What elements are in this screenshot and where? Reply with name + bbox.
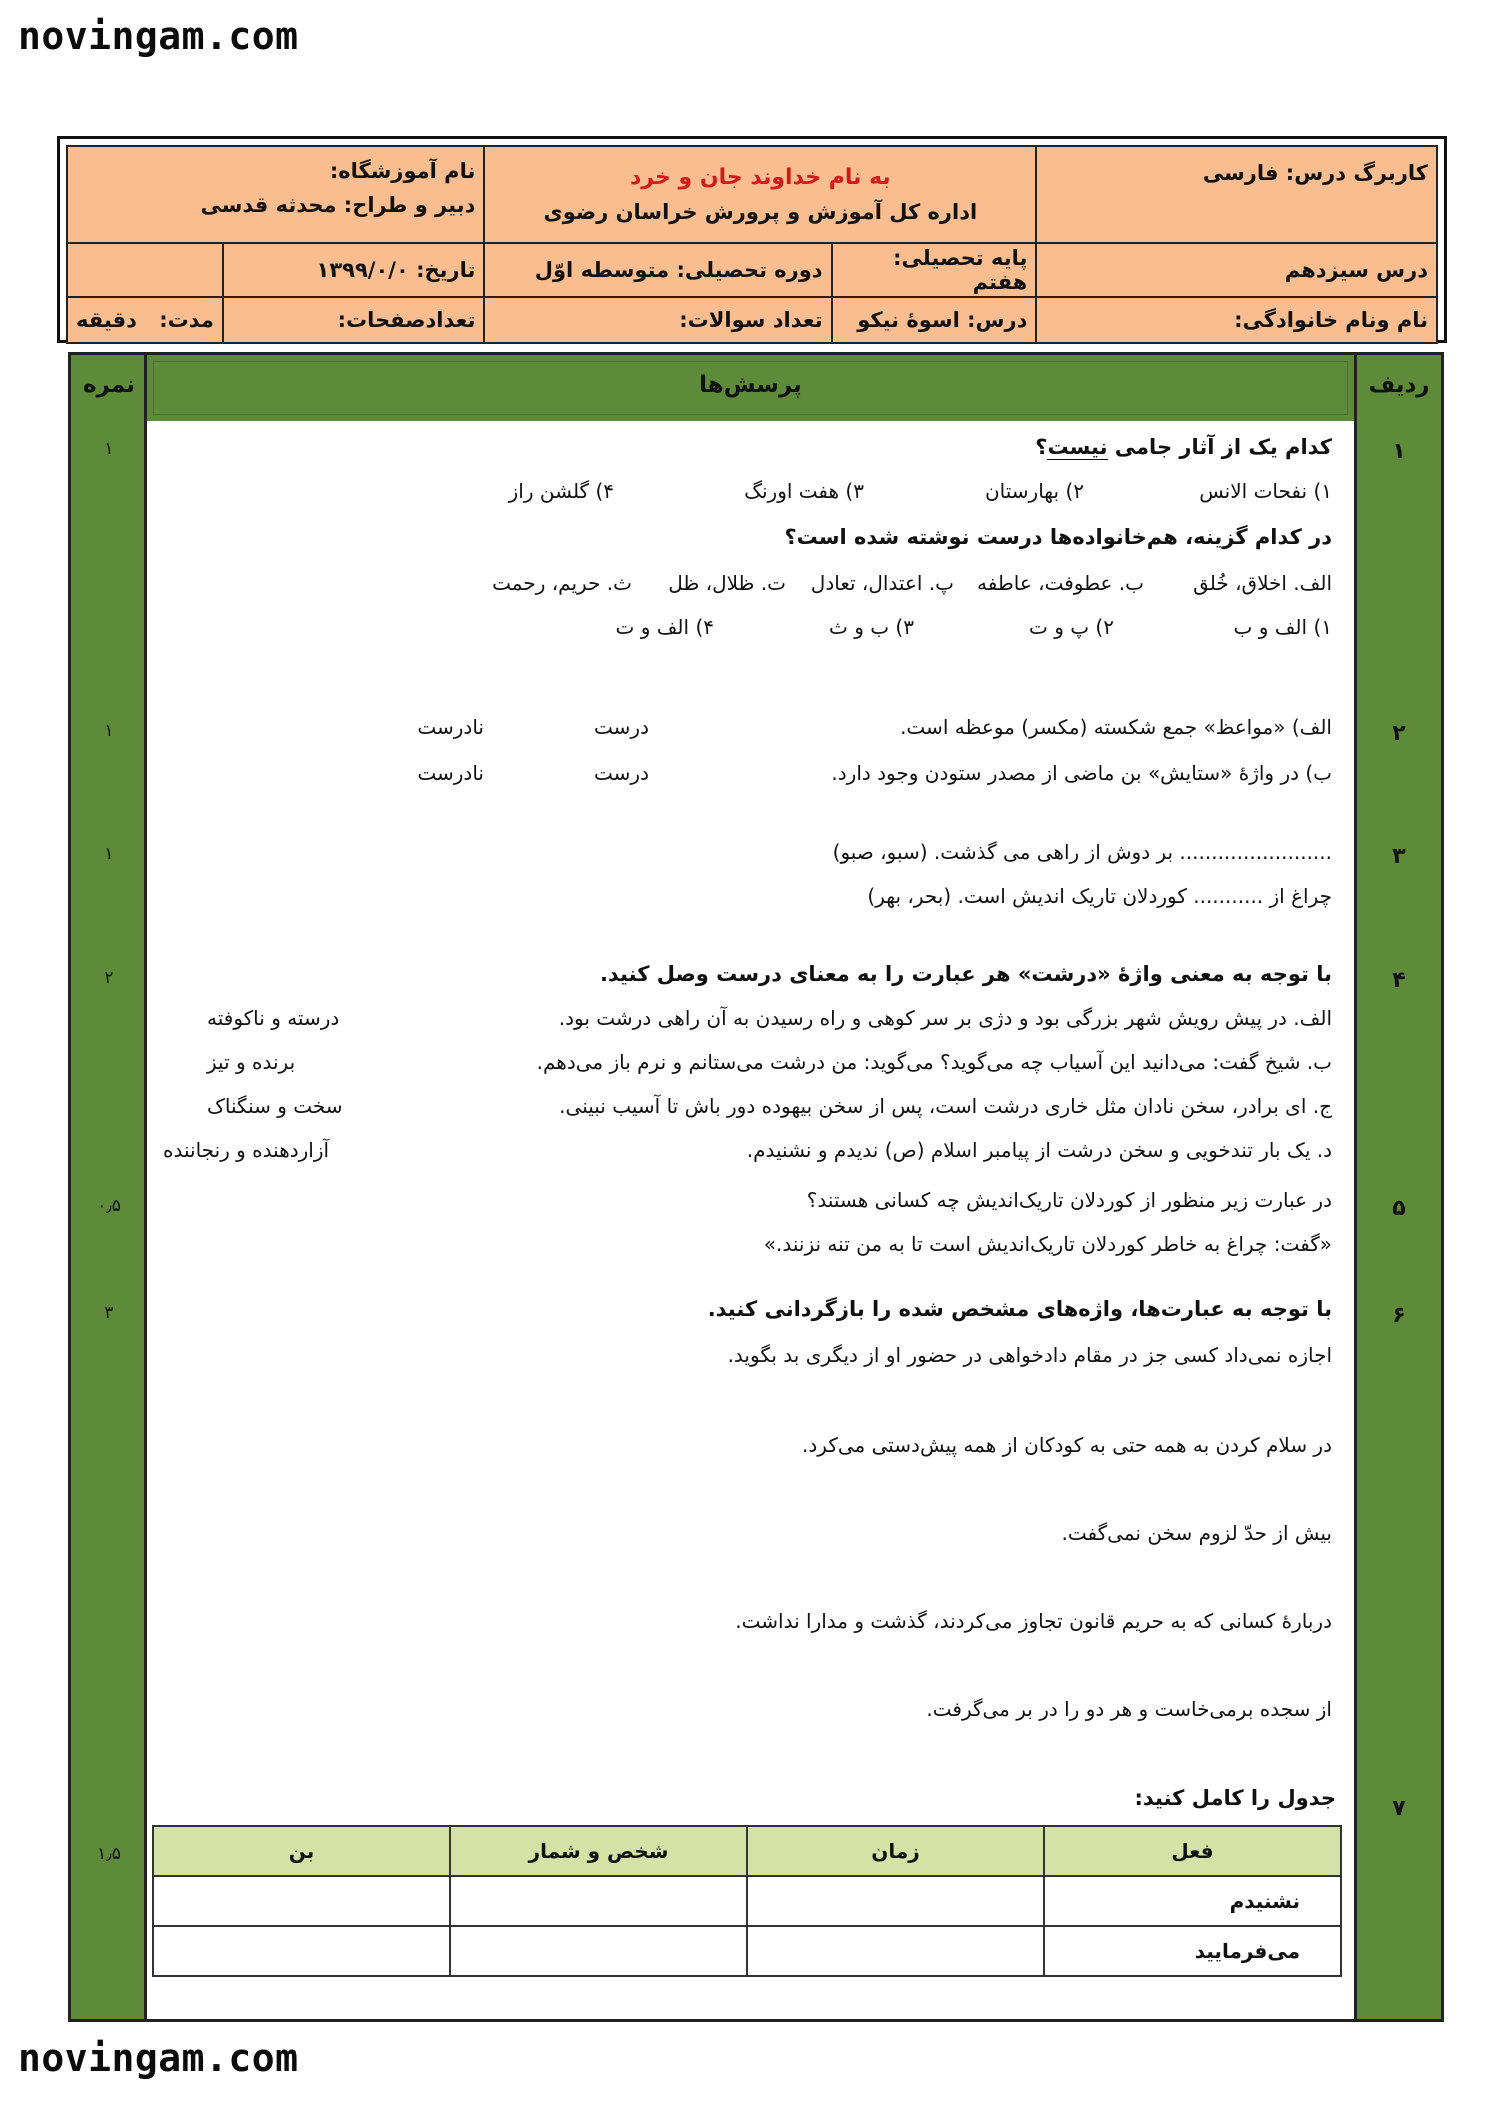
verb-table — [152, 1825, 1342, 1977]
q7-title: جدول را کامل کنید: — [1134, 1786, 1336, 1810]
course-sheet: کاربرگ درس: فارسی — [1036, 146, 1437, 243]
empty-cell — [67, 243, 223, 297]
true-option[interactable]: درست — [594, 715, 649, 739]
person-column-header: شخص و شمار — [450, 1826, 747, 1876]
row-number: ۴ — [1392, 968, 1406, 993]
row-score: ۳ — [104, 1303, 114, 1323]
q4-item: د. یک بار تندخویی و سخن درشت از پیامبر اسلام (ص) ندیدم و نشنیدم. — [746, 1138, 1332, 1162]
true-option[interactable]: درست — [594, 761, 649, 785]
grade: پایه تحصیلی: هفتم — [832, 243, 1037, 297]
row-number: ۶ — [1392, 1303, 1406, 1328]
row-number: ۳ — [1392, 844, 1406, 869]
q1b-group: الف. اخلاق، خُلق — [1193, 571, 1332, 595]
tense-column-header: زمان — [747, 1826, 1044, 1876]
page-count: تعدادصفحات: — [223, 297, 485, 343]
q1-option[interactable]: ۳) هفت اورنگ — [744, 479, 864, 503]
question-count: تعداد سوالات: — [484, 297, 831, 343]
person-cell[interactable] — [450, 1876, 747, 1926]
watermark-bottom: novingam.com — [18, 2036, 299, 2080]
q2-statement-a: الف) «مواعظ» جمع شکسته (مکسر) موعظه است. — [900, 715, 1332, 739]
row-score: ۱ — [104, 721, 114, 741]
verb-cell: نشنیدم — [1044, 1876, 1341, 1926]
row-score: ۲ — [104, 968, 114, 988]
watermark-top: novingam.com — [18, 14, 299, 58]
question-row-5 — [71, 1178, 1441, 1288]
false-option[interactable]: نادرست — [417, 761, 484, 785]
q1b-group: ب. عطوفت، عاطفه — [976, 571, 1144, 595]
tense-cell[interactable] — [747, 1926, 1044, 1976]
q1b-option[interactable]: ۳) ب و ث — [829, 615, 914, 639]
q4-meaning[interactable]: درسته و ناکوفته — [207, 1006, 340, 1030]
duration: مدت: دقیقه — [67, 297, 223, 343]
question-row-6 — [71, 1285, 1441, 1781]
q6-sentence: اجازه نمی‌داد کسی جز در مقام دادخواهی در حضور او از دیگری بد بگوید. — [727, 1343, 1332, 1367]
q6-sentence: در سلام کردن به همه حتی به کودکان از همه پیش‌دستی می‌کرد. — [802, 1433, 1332, 1457]
exam-header — [57, 136, 1447, 343]
row-number: ۷ — [1392, 1796, 1406, 1821]
question-row-1 — [71, 421, 1441, 706]
table-row — [153, 1876, 1341, 1926]
q6-sentence: دربارهٔ کسانی که به حریم قانون تجاوز می‌کردند، گذشت و مدارا نداشت. — [735, 1609, 1332, 1633]
teacher-name: دبیر و طراح: محدثه قدسی — [200, 193, 476, 217]
header-center — [484, 146, 1036, 243]
q1b-option[interactable]: ۲) پ و ت — [1029, 615, 1114, 639]
subject: درس: اسوهٔ نیکو — [832, 297, 1037, 343]
lesson-number: درس سیزدهم — [1036, 243, 1437, 297]
row-number: ۱ — [1392, 439, 1406, 464]
q5-question: در عبارت زیر منظور از کوردلان تاریک‌اندیش چه کسانی هستند؟ — [806, 1188, 1332, 1212]
verb-column-header: فعل — [1044, 1826, 1341, 1876]
verb-cell: می‌فرمایید — [1044, 1926, 1341, 1976]
q2-statement-b: ب) در واژهٔ «ستایش» بن ماضی از مصدر ستودن وجود دارد. — [831, 761, 1332, 785]
q4-item: ب. شیخ گفت: می‌دانید این آسیاب چه می‌گوید؟ می‌گوید: من درشت می‌ستانم و نرم باز می‌دهم. — [536, 1050, 1332, 1074]
row-score: ۰٫۵ — [97, 1196, 121, 1216]
tense-cell[interactable] — [747, 1876, 1044, 1926]
question-row-7 — [71, 1778, 1441, 2019]
period: دوره تحصیلی: متوسطه اوّل — [484, 243, 831, 297]
school-info — [67, 146, 484, 243]
stem-cell[interactable] — [153, 1876, 450, 1926]
questions-header: پرسش‌ها — [699, 372, 802, 398]
q6-sentence: از سجده برمی‌خاست و هر دو را در بر می‌گرفت. — [926, 1697, 1332, 1721]
q4-meaning[interactable]: سخت و سنگناک — [207, 1094, 343, 1118]
bismillah: به نام خداوند جان و خرد — [630, 165, 891, 190]
stem-column-header: بن — [153, 1826, 450, 1876]
question-row-2 — [71, 703, 1441, 829]
q1b-title: در کدام گزینه، هم‌خانواده‌ها درست نوشته شده است؟ — [784, 525, 1332, 549]
q6-title: با توجه به عبارت‌ها، واژه‌های مشخص شده را بازگردانی کنید. — [707, 1297, 1332, 1321]
row-header: ردیف — [1368, 372, 1430, 398]
office-name: اداره کل آموزش و پرورش خراسان رضوی — [543, 200, 978, 224]
row-score: ۱ — [104, 844, 114, 864]
q4-item: الف. در پیش رویش شهر بزرگی بود و دژی بر سر کوهی و راه رسیدن به آن راهی درشت بود. — [558, 1006, 1332, 1030]
false-option[interactable]: نادرست — [417, 715, 484, 739]
exam-date: تاریخ: ۱۳۹۹/۰/۰ — [223, 243, 485, 297]
student-name-field[interactable]: نام ونام خانوادگی: — [1036, 297, 1437, 343]
row-number: ۲ — [1392, 721, 1406, 746]
question-table — [68, 352, 1444, 2022]
q6-sentence: بیش از حدّ لزوم سخن نمی‌گفت. — [1061, 1521, 1332, 1545]
score-header: نمره — [83, 372, 135, 398]
q1-option[interactable]: ۴) گلشن راز — [508, 479, 614, 503]
q1b-group: پ. اعتدال، تعادل — [810, 571, 954, 595]
q1b-option[interactable]: ۴) الف و ت — [615, 615, 714, 639]
q1-option[interactable]: ۱) نفحات الانس — [1199, 479, 1332, 503]
q1b-group: ث. حریم، رحمت — [492, 571, 632, 595]
question-row-4 — [71, 950, 1441, 1181]
q5-quote: «گفت: چراغ به خاطر کوردلان تاریک‌اندیش است تا به من تنه نزنند.» — [763, 1232, 1332, 1256]
q1-option[interactable]: ۲) بهارستان — [984, 479, 1084, 503]
table-row — [153, 1926, 1341, 1976]
row-score: ۱٫۵ — [97, 1844, 121, 1864]
q4-item: ج. ای برادر، سخن نادان مثل خاری درشت است، پس از سخن بیهوده دور باش تا آسیب نبینی. — [559, 1094, 1332, 1118]
q3-fill-b[interactable]: چراغ از ........... کوردلان تاریک اندیش است. (بحر، بهر) — [867, 884, 1332, 908]
table-header-row — [71, 355, 1441, 424]
q1b-group: ت. ظلال، ظل — [668, 571, 786, 595]
person-cell[interactable] — [450, 1926, 747, 1976]
row-score: ۱ — [104, 439, 114, 459]
school-name: نام آموزشگاه: — [329, 159, 476, 183]
q4-title: با توجه به معنی واژهٔ «درشت» هر عبارت را به معنای درست وصل کنید. — [599, 962, 1332, 986]
row-number: ۵ — [1392, 1196, 1406, 1221]
question-row-3 — [71, 826, 1441, 953]
q1b-option[interactable]: ۱) الف و ب — [1233, 615, 1332, 639]
q4-meaning[interactable]: برنده و تیز — [207, 1050, 296, 1074]
q4-meaning[interactable]: آزاردهنده و رنجاننده — [163, 1138, 330, 1162]
q3-fill-a[interactable]: ........................ بر دوش از راهی می گذشت. (سبو، صبو) — [832, 840, 1332, 864]
stem-cell[interactable] — [153, 1926, 450, 1976]
q1-title: کدام یک از آثار جامی نیست؟ — [1035, 435, 1332, 459]
